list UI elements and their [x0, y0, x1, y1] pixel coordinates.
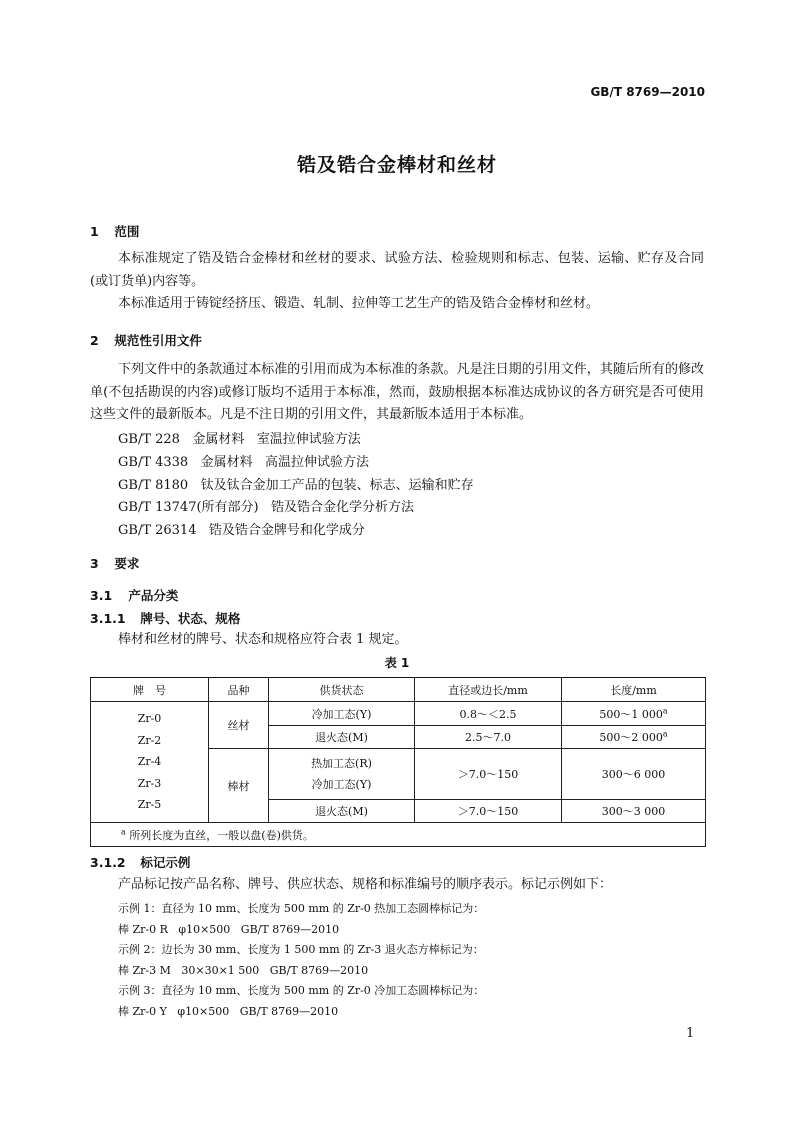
column-header: 供货状态: [269, 678, 415, 702]
reference-item: GB/T 4338 金属材料 高温拉伸试验方法: [118, 455, 369, 470]
length-cell: [562, 726, 706, 749]
supply-state-cell: 冷加工态(Y): [269, 702, 415, 726]
example-line: 棒 Zr-0 Y φ10×500 GB/T 8769—2010: [118, 1005, 339, 1018]
column-header: 长度/mm: [562, 678, 706, 702]
grade: Zr-5: [137, 798, 162, 812]
reference-item: GB/T 228 金属材料 室温拉伸试验方法: [118, 432, 361, 447]
section-2-heading: [90, 331, 202, 349]
size-cell: ＞7.0～150: [415, 749, 562, 800]
section-2-paragraph-1: 下列文件中的条款通过本标准的引用而成为本标准的条款。凡是注日期的引用文件，其随后所有的修改单(不包括勘误的内容)或修订版均不适用于本标准，然而，鼓励根据本标准达成协议的各方研究是否可使用这些文件的最新版本。凡是不注日期的引用文件，其最新版本适用于本标准。: [90, 362, 704, 422]
footnote-mark: a: [662, 729, 668, 739]
subsection-3-1-2-heading: [90, 853, 190, 871]
footnote-mark: a: [121, 826, 126, 836]
section-1-heading: [90, 222, 139, 240]
reference-item: GB/T 8180 钛及钛合金加工产品的包装、标志、运输和贮存: [118, 478, 474, 493]
subsection-title: 标记示例: [140, 855, 191, 870]
supply-state-cell: 退火态(M): [269, 800, 415, 823]
subsection-3-1-2-paragraph: 产品标记按产品名称、牌号、供应状态、规格和标准编号的顺序表示。标记示例如下：: [118, 877, 613, 892]
example-line: 棒 Zr-0 R φ10×500 GB/T 8769—2010: [118, 923, 340, 936]
example-line: 棒 Zr-3 M 30×30×1 500 GB/T 8769—2010: [118, 964, 369, 977]
grade-cell: [91, 702, 209, 823]
section-title: 范围: [114, 224, 140, 239]
section-title: 要求: [114, 556, 140, 571]
document-title: 锆及锆合金棒材和丝材: [296, 154, 497, 176]
length-value: 500～1 000: [599, 707, 663, 721]
footnote-mark: a: [662, 705, 668, 715]
example-line: 示例 1：直径为 10 mm、长度为 500 mm 的 Zr-0 热加工态圆棒标记为：: [118, 902, 485, 915]
subsection-number: 3.1: [90, 588, 113, 603]
section-number: 2: [90, 333, 99, 348]
subsection-3-1-1-heading: [90, 609, 240, 627]
reference-item: GB/T 13747(所有部分) 锆及锆合金化学分析方法: [118, 500, 415, 515]
subsection-number: 3.1.1: [90, 611, 126, 626]
size-cell: ＞7.0～150: [415, 800, 562, 823]
grade: Zr-3: [137, 776, 162, 790]
footnote-text: 所列长度为直丝，一般以盘(卷)供货。: [129, 828, 314, 842]
page-number: 1: [686, 1026, 695, 1041]
section-number: 3: [90, 556, 99, 571]
subsection-3-1-1-paragraph: 棒材和丝材的牌号、状态和规格应符合表 1 规定。: [118, 632, 408, 647]
supply-state-cell: [269, 749, 415, 800]
product-type-cell: 棒材: [209, 749, 269, 823]
section-1-paragraph-2: 本标准适用于铸锭经挤压、锻造、轧制、拉伸等工艺生产的锆及锆合金棒材和丝材。: [118, 296, 600, 311]
example-line: 示例 2：边长为 30 mm、长度为 1 500 mm 的 Zr-3 退火态方棒标记为：: [118, 943, 484, 956]
table-footnote: [91, 823, 706, 847]
grade: Zr-0: [137, 712, 162, 726]
section-title: 规范性引用文件: [114, 333, 202, 348]
length-value: 500～2 000: [599, 731, 663, 744]
grade: Zr-4: [137, 755, 162, 769]
grade: Zr-2: [137, 733, 162, 747]
subsection-number: 3.1.2: [90, 855, 126, 870]
column-header: 直径或边长/mm: [415, 678, 562, 702]
subsection-title: 牌号、状态、规格: [140, 611, 241, 626]
supply-state: 热加工态(R): [311, 757, 372, 770]
size-cell: 2.5～7.0: [415, 726, 562, 749]
table-caption: 表 1: [384, 656, 410, 670]
length-cell: [562, 702, 706, 726]
supply-state: 冷加工态(Y): [311, 778, 372, 791]
section-1-paragraph-1: 本标准规定了锆及锆合金棒材和丝材的要求、试验方法、检验规则和标志、包装、运输、贮存及合同(或订货单)内容等。: [90, 251, 704, 289]
subsection-3-1-heading: [90, 586, 178, 604]
size-cell: 0.8～＜2.5: [415, 702, 562, 726]
example-line: 示例 3：直径为 10 mm、长度为 500 mm 的 Zr-0 冷加工态圆棒标记为：: [118, 984, 485, 997]
standard-number: GB/T 8769—2010: [590, 85, 705, 99]
length-cell: 300～3 000: [562, 800, 706, 823]
product-type-cell: 丝材: [209, 702, 269, 749]
table-1: [90, 677, 706, 847]
length-cell: 300～6 000: [562, 749, 706, 800]
supply-state-cell: 退火态(M): [269, 726, 415, 749]
column-header: 牌 号: [91, 678, 209, 702]
column-header: 品种: [209, 678, 269, 702]
section-3-heading: [90, 554, 139, 572]
subsection-title: 产品分类: [128, 588, 179, 603]
reference-item: GB/T 26314 锆及锆合金牌号和化学成分: [118, 523, 365, 538]
section-number: 1: [90, 224, 99, 239]
